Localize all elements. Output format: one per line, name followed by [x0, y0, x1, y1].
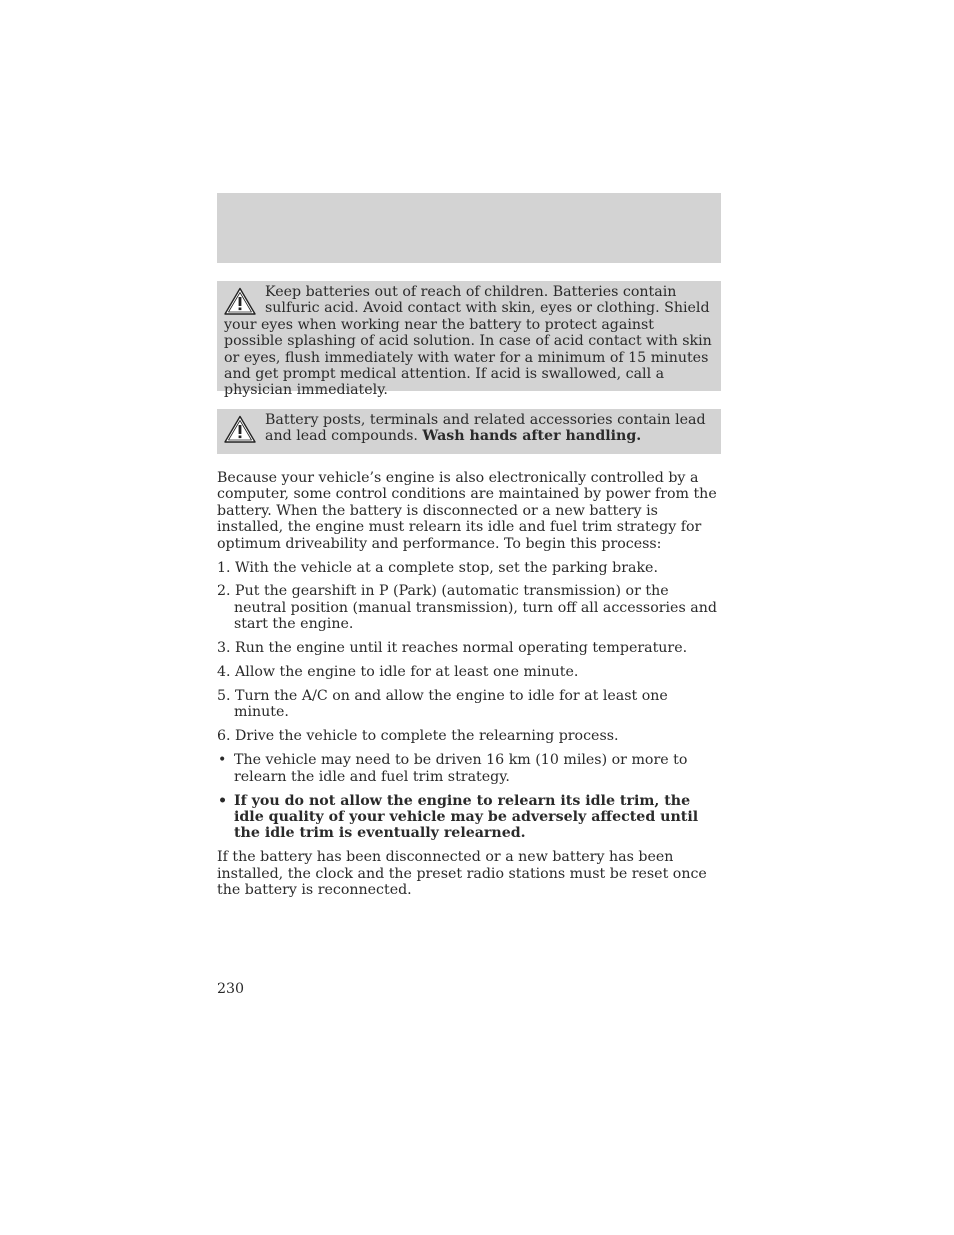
- warning-emphasis: Wash hands after handling.: [422, 428, 642, 445]
- procedure-step: 3. Run the engine until it reaches normal operating temperature.: [217, 640, 688, 657]
- procedure-step: 2. Put the gearshift in P (Park) (automatic transmission) or the neutral position (manual transmission), turn off all accessories and start the engine.: [217, 583, 717, 633]
- bullet-text: If you do not allow the engine to relearn its idle trim, the idle quality of your vehicle may be adversely affected until the idle trim is eventually relearned.: [234, 792, 699, 842]
- procedure-step: 1. With the vehicle at a complete stop, set the parking brake.: [217, 559, 658, 576]
- procedure-step: 4. Allow the engine to idle for at least one minute.: [217, 664, 579, 681]
- warning-triangle-icon: [223, 414, 257, 444]
- bullet-dot: •: [218, 752, 227, 769]
- page-number: 230: [217, 981, 245, 997]
- bullet-item: [217, 752, 723, 785]
- warning-box-lead: [217, 409, 721, 454]
- bullet-item-caution: [217, 793, 723, 842]
- warning-text: Battery posts, terminals and related accessories contain lead and lead compounds.: [265, 412, 706, 445]
- bullet-text: The vehicle may need to be driven 16 km (10 miles) or more to relearn the idle and fuel trim strategy.: [234, 752, 688, 785]
- closing-paragraph: If the battery has been disconnected or a new battery has been installed, the clock and the preset radio stations must be reset once the battery is reconnected.: [217, 849, 707, 899]
- main-content: [217, 470, 723, 906]
- section-header-band: [217, 193, 721, 263]
- warning-triangle-icon: [223, 286, 257, 316]
- warning-text: Keep batteries out of reach of children. Batteries contain sulfuric acid. Avoid contact with skin, eyes or clothing. Shield your eyes when working near the battery to protect against possible splashing of acid solution. In case of acid contact with skin or eyes, flush immediately with water for a minimum of 15 minutes and get prompt medical attention. If acid is swallowed, call a physician immediately.: [224, 284, 712, 399]
- procedure-step: 5. Turn the A/C on and allow the engine to idle for at least one minute.: [217, 687, 668, 721]
- bullet-dot: •: [218, 792, 228, 809]
- intro-paragraph: Because your vehicle’s engine is also electronically controlled by a computer, some control conditions are maintained by power from the battery. When the battery is disconnected or a new battery is installed, the engine must relearn its idle and fuel trim strategy for optimum driveability and performance. To begin this process:: [217, 470, 717, 552]
- procedure-step: 6. Drive the vehicle to complete the relearning process.: [217, 728, 619, 745]
- warning-box-acid: [217, 281, 721, 399]
